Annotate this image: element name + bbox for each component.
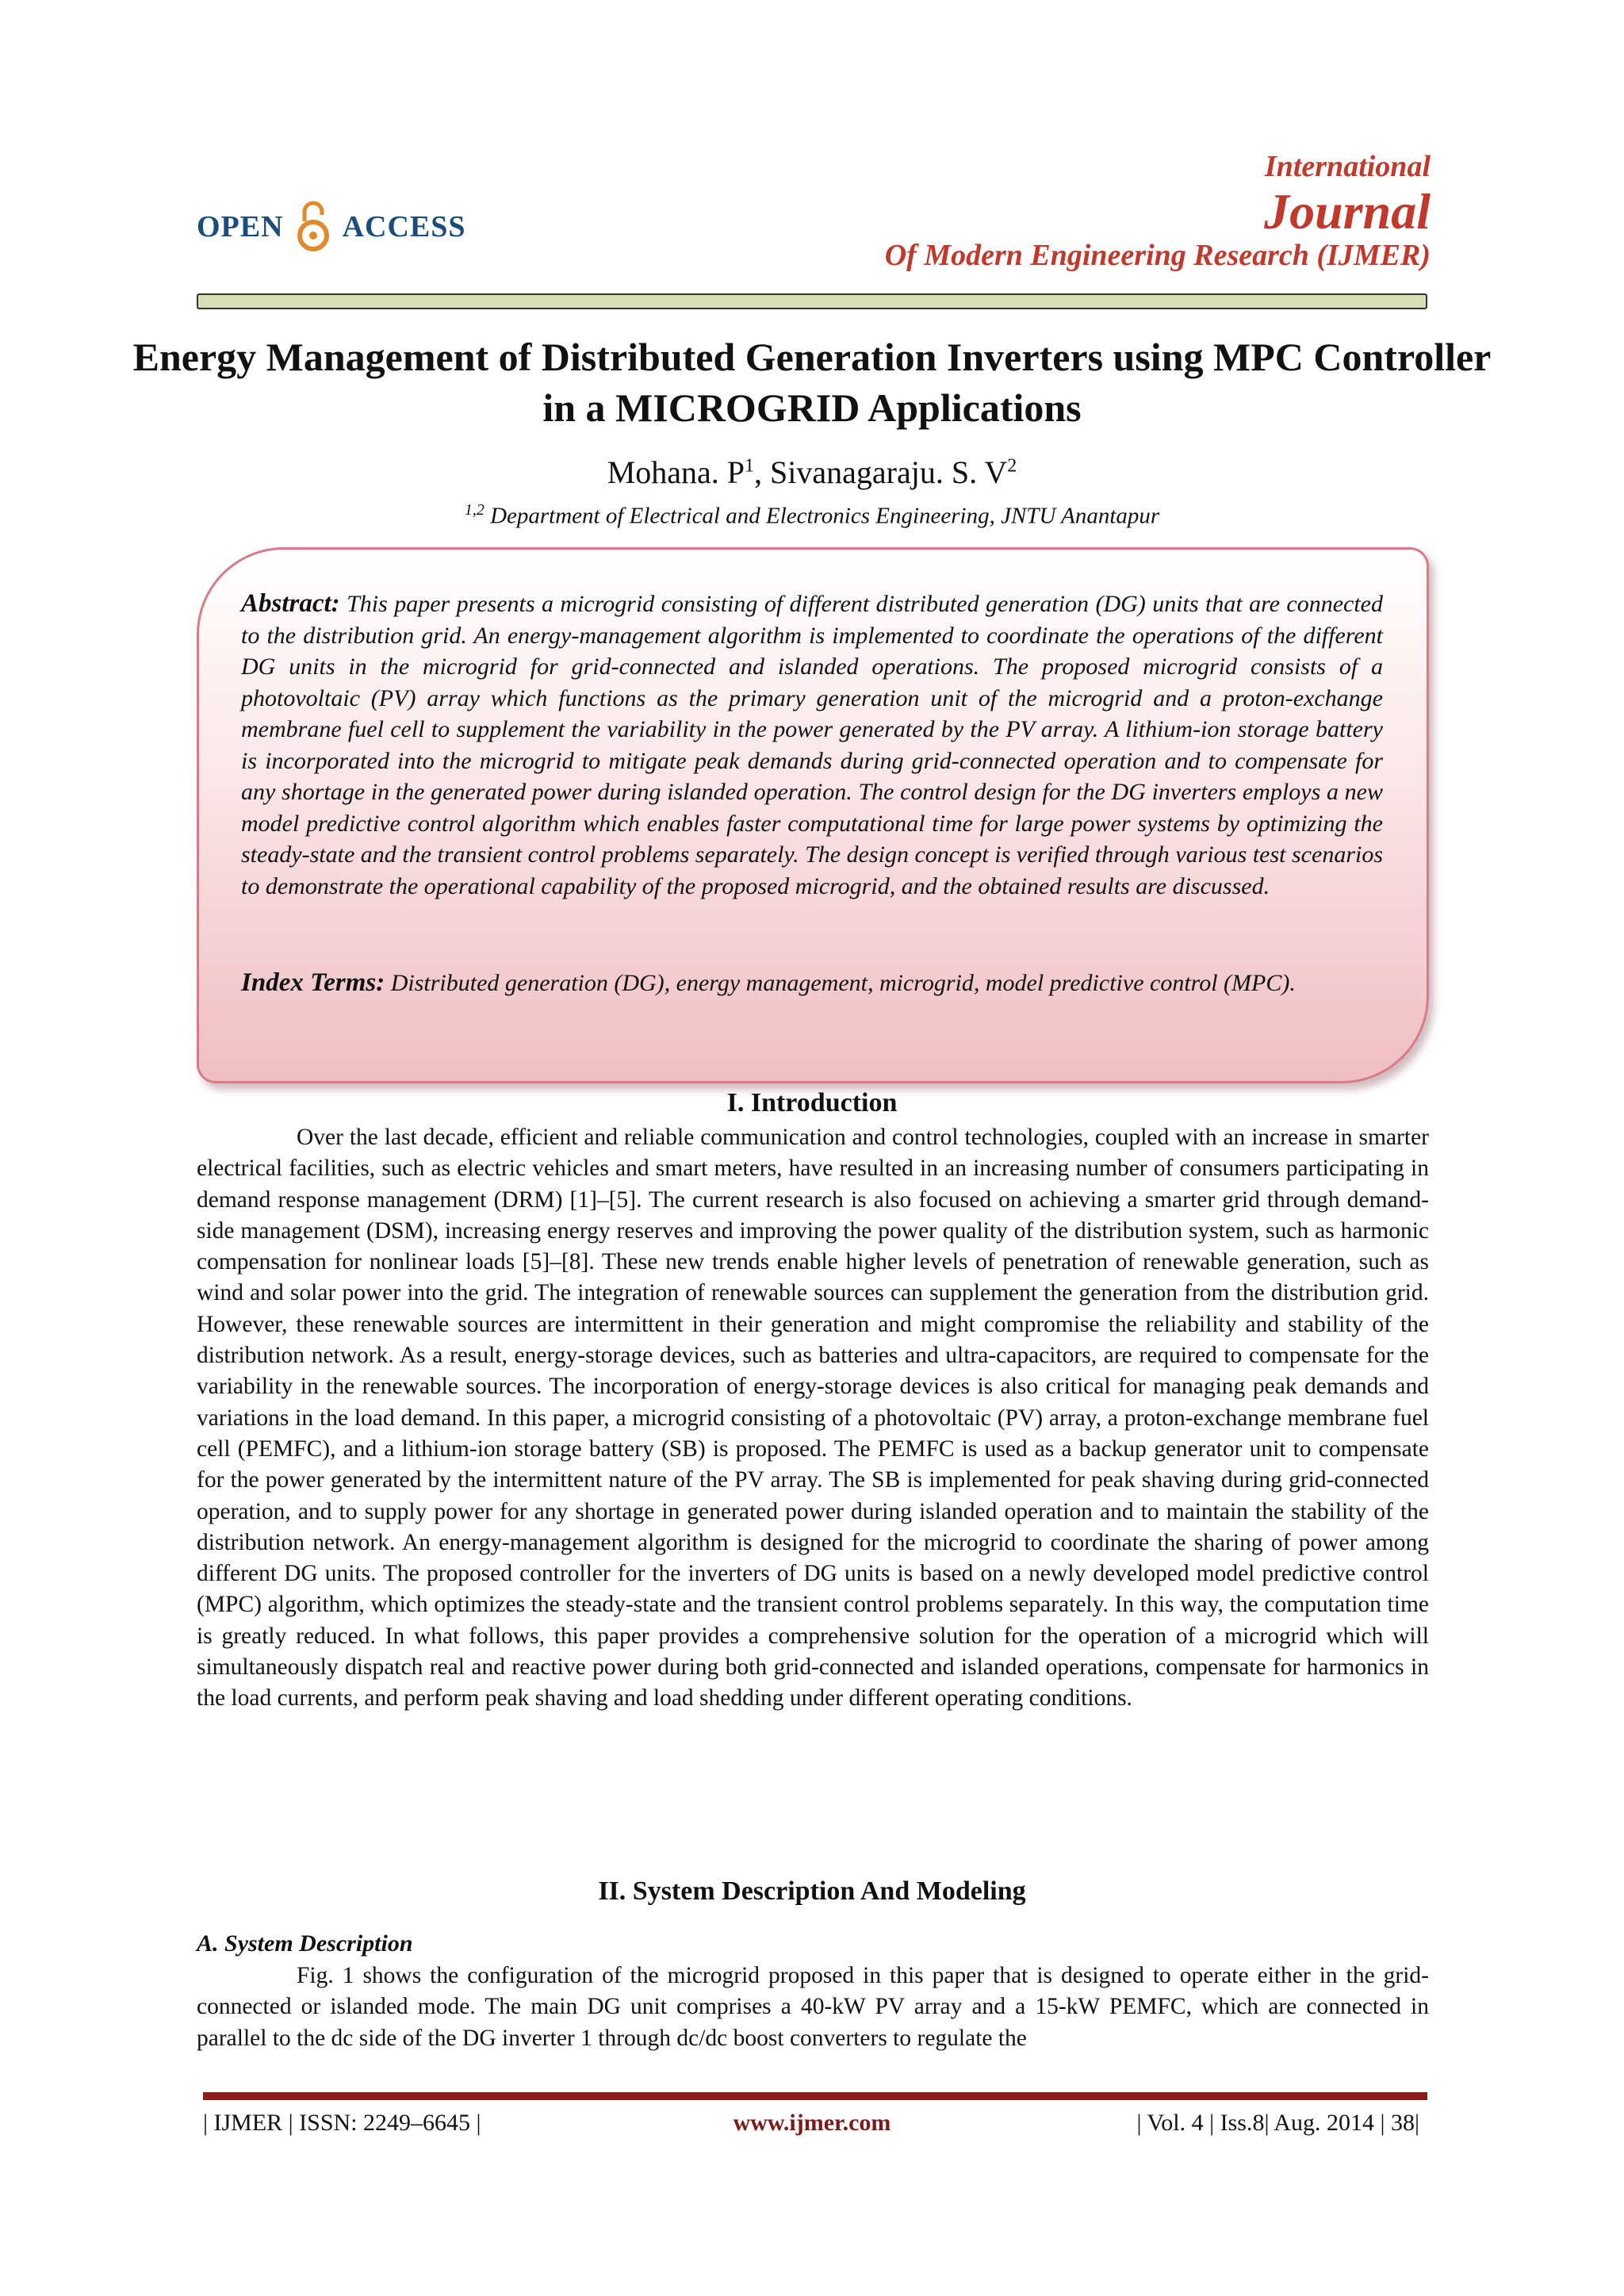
journal-line-journal: Journal (1264, 182, 1431, 240)
introduction-paragraph: Over the last decade, efficient and reliable communication and control technologies, coupled with an increase in smarter electrical facilities, such as electric vehicles and smart meters, have resulted in an increasing number of consumers participating in demand response management (DRM) [1]–[5]. The current research is also focused on achieving a smarter grid through demand-side management (DSM), increasing energy reserves and improving the power quality of the distribution system, such as harmonic compensation for nonlinear loads [5]–[8]. These new trends enable higher levels of penetration of renewable generation, such as wind and solar power into the grid. The integration of renewable sources can supplement the generation from the distribution grid. However, these renewable sources are intermittent in their generation and might compromise the reliability and stability of the distribution network. As a result, energy-storage devices, such as batteries and ultra-capacitors, are required to compensate for the variability in the renewable sources. The incorporation of energy-storage devices is also critical for managing peak demands and variations in the load demand. In this paper, a microgrid consisting of a photovoltaic (PV) array, a proton-exchange membrane fuel cell (PEMFC), and a lithium-ion storage battery (SB) is proposed. The PEMFC is used as a backup generator unit to compensate for the power generated by the intermittent nature of the PV array. The SB is implemented for peak shaving during grid-connected operation, and to supply power for any shortage in generated power during islanded operation and to maintain the stability of the distribution network. An energy-management algorithm is designed for the microgrid to coordinate the sharing of power among different DG units. The proposed controller for the inverters of DG units is based on a newly developed model predictive control (MPC) algorithm, which optimizes the steady-state and the transient control problems separately. In this way, the computation time is greatly reduced. In what follows, this paper provides a comprehensive solution for the operation of a microgrid which will simultaneously dispatch real and reactive power during both grid-connected and islanded operations, compensate for harmonics in the load currents, and perform peak shaving and load shedding under different operating conditions. (197, 1125, 1429, 1711)
section-heading-system: II. System Description And Modeling (598, 1876, 1026, 1906)
affiliation-text: Department of Electrical and Electronics Engineering, JNTU Anantapur (484, 503, 1160, 529)
affiliation (0, 501, 1624, 530)
footer-divider (203, 2092, 1427, 2100)
abstract-label: Abstract: (241, 589, 340, 618)
author-1-sup: 1 (745, 455, 755, 477)
footer-website-link[interactable]: www.ijmer.com (733, 2110, 891, 2136)
open-lock-icon (295, 199, 331, 255)
subsection-heading: A. System Description (197, 1930, 413, 1957)
logo-access-text: ACCESS (342, 210, 466, 243)
author-1: Mohana. P (607, 454, 745, 490)
introduction-body (197, 1122, 1429, 1715)
open-access-logo (197, 195, 466, 259)
authors (0, 454, 1624, 491)
index-terms-body: Distributed generation (DG), energy management, microgrid, model predictive control (MPC). (385, 970, 1296, 996)
system-description-paragraph: Fig. 1 shows the configuration of the microgrid proposed in this paper that is designed to operate either in the grid-connected or islanded mode. The main DG unit comprises a 40-kW PV array and a 15-kW PEMFC, which are connected in parallel to the dc side of the DG inverter 1 through dc/dc boost converters to regulate the (197, 1963, 1429, 2051)
system-description-body (197, 1961, 1429, 2054)
abstract (241, 588, 1383, 902)
logo-open-text: OPEN (197, 210, 284, 243)
abstract-body: This paper presents a microgrid consisting of different distributed generation (DG) units that are connected to the distribution grid. An energy-management algorithm is implemented to coordinate the operations of the different DG units in the microgrid for grid-connected and islanded operations. The proposed microgrid consists of a photovoltaic (PV) array which functions as the primary generation unit of the microgrid and a proton-exchange membrane fuel cell to supplement the variability in the power generated by the PV array. A lithium-ion storage battery is incorporated into the microgrid to mitigate peak demands during grid-connected operation and to compensate for any shortage in the generated power during islanded operation. The control design for the DG inverters employs a new model predictive control algorithm which enables faster computational time for large power systems by optimizing the steady-state and the transient control problems separately. The design concept is verified through various test scenarios to demonstrate the operational capability of the proposed microgrid, and the obtained results are discussed. (241, 591, 1383, 899)
affiliation-sup: 1,2 (464, 501, 485, 519)
footer-issn: | IJMER | ISSN: 2249–6645 | (203, 2110, 481, 2136)
author-separator: , (754, 454, 771, 490)
journal-line-international: International (1264, 150, 1431, 183)
header-divider (197, 293, 1427, 309)
author-2: Sivanagaraju. S. V (770, 454, 1008, 490)
journal-masthead (885, 151, 1431, 273)
author-2-sup: 2 (1007, 455, 1017, 477)
index-terms-label: Index Terms: (241, 968, 385, 997)
index-terms (241, 964, 1383, 1002)
paper-title: Energy Management of Distributed Generation Inverters using MPC Controller in a MICROGRID Applications (132, 335, 1492, 430)
footer-volume: | Vol. 4 | Iss.8| Aug. 2014 | 38| (1136, 2110, 1419, 2136)
section-heading-introduction: I. Introduction (726, 1088, 898, 1117)
journal-line-name: Of Modern Engineering Research (IJMER) (884, 239, 1431, 273)
